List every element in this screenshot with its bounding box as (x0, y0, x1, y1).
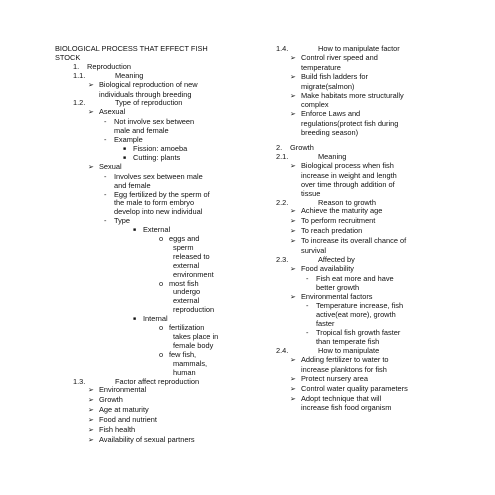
circle-item-continuation: human (173, 367, 196, 377)
square-item-text: Fission: amoeba (133, 143, 188, 153)
square-item-text: External (143, 225, 171, 235)
dash-item-text: Involves sex between male (114, 171, 203, 181)
arrow-bullet-icon: ➢ (88, 397, 94, 405)
square-item-text: Cutting: plants (133, 152, 181, 162)
list-item-text: Food and nutrient (99, 415, 157, 425)
arrow-bullet-icon: ➢ (290, 162, 296, 170)
section-title: Reproduction (87, 61, 131, 71)
circle-bullet-icon: o (159, 323, 164, 333)
subsection-title: Meaning (115, 70, 144, 80)
dash-bullet-icon: - (104, 135, 107, 145)
list-item-text: Make habitats more structurally (301, 90, 404, 100)
dash-bullet-icon: - (104, 171, 107, 181)
list-item-text: Age at maturity (99, 405, 149, 415)
arrow-bullet-icon: ➢ (88, 387, 94, 395)
list-item-text: Enforce Laws and (301, 109, 361, 119)
arrow-bullet-icon: ➢ (290, 73, 296, 81)
arrow-bullet-icon: ➢ (290, 54, 296, 62)
list-item-continuation: complex (301, 100, 329, 110)
circle-item-text: most fish (169, 278, 199, 288)
square-bullet-icon: ■ (123, 154, 127, 161)
circle-item-continuation: takes place in (173, 332, 219, 341)
square-item (55, 226, 255, 235)
circle-item-text: eggs and (169, 234, 200, 244)
dash-item-continuation: and female (114, 180, 151, 190)
circle-item-continuation: reproduction (173, 305, 215, 315)
dash-item (276, 275, 476, 284)
dash-item-text: Example (114, 135, 143, 145)
arrow-bullet-icon: ➢ (290, 218, 296, 226)
dash-item-continuation: develop into new individual (114, 207, 203, 217)
list-item-continuation: tissue (301, 188, 321, 198)
subsection-number: 1.2. (73, 98, 86, 108)
arrow-bullet-icon: ➢ (88, 427, 94, 435)
dash-item-text: Egg fertilized by the sperm of (114, 189, 210, 199)
list-item-text: Environmental factors (301, 291, 373, 301)
arrow-bullet-icon: ➢ (290, 265, 296, 273)
list-item-continuation: regulations(protect fish during (301, 119, 399, 129)
dash-item-continuation: active(eat more), growth (316, 310, 396, 320)
list-item (55, 416, 255, 426)
subsection-title: Reason to growth (318, 197, 376, 207)
circle-item-continuation: undergo (173, 287, 201, 297)
list-item-text: Control water quality parameters (301, 383, 408, 393)
arrow-bullet-icon: ➢ (88, 417, 94, 425)
list-item-continuation: temperature (301, 62, 341, 72)
circle-item-continuation: external (173, 260, 200, 270)
dash-item-continuation: than temperate fish (316, 337, 380, 347)
arrow-bullet-icon: ➢ (290, 385, 296, 393)
subsection-title: Affected by (318, 254, 355, 264)
list-item-text: Environmental (99, 385, 147, 395)
dash-item-continuation: faster (316, 319, 335, 329)
list-item-text: To reach predation (301, 226, 363, 236)
list-item-text: Asexual (99, 107, 126, 117)
list-item-text: To perform recruitment (301, 216, 376, 226)
subsection-1-3-heading (55, 378, 255, 387)
arrow-bullet-icon: ➢ (290, 208, 296, 216)
list-item-text: Control river speed and (301, 52, 378, 62)
section-title: Growth (290, 143, 314, 153)
list-item-continuation: over time through addition of (301, 179, 395, 189)
list-item-text: Fish health (99, 425, 136, 435)
list-item-continuation: breeding season) (301, 128, 359, 138)
dash-bullet-icon: - (306, 301, 309, 311)
subsection-number: 2.1. (276, 151, 289, 161)
circle-item-continuation: environment (173, 269, 214, 279)
subsection-title: Meaning (318, 151, 347, 161)
subsection-title: How to manipulate (318, 346, 380, 355)
list-item-continuation: survival (301, 246, 327, 256)
subsection-1-2-heading (55, 99, 255, 108)
dash-bullet-icon: - (104, 117, 107, 127)
subsection-title: How to manipulate factor (318, 44, 400, 53)
subsection-number: 1.3. (73, 376, 86, 386)
arrow-bullet-icon: ➢ (290, 228, 296, 236)
list-item-continuation: increase fish food organism (301, 403, 392, 413)
dash-item-continuation: male and female (114, 126, 169, 136)
doc-title-line2: STOCK (55, 52, 81, 62)
list-item-text: Biological process when fish (301, 160, 394, 170)
list-item-continuation: migrate(salmon) (301, 81, 355, 91)
circle-bullet-icon: o (159, 278, 164, 288)
square-bullet-icon: ■ (133, 227, 137, 234)
doc-title: BIOLOGICAL PROCESS THAT EFFECT FISH (55, 44, 208, 53)
list-item-text: Sexual (99, 161, 122, 171)
list-item-text: Growth (99, 395, 123, 405)
arrow-bullet-icon: ➢ (88, 81, 94, 89)
circle-item-continuation: released to (173, 251, 210, 261)
circle-item-text: few fish, (169, 349, 197, 359)
list-item-text: To increase its overall chance of (301, 236, 407, 246)
square-item-text: Internal (143, 314, 168, 324)
subsection-title: Factor affect reproduction (115, 376, 200, 386)
dash-item-continuation: better growth (316, 282, 360, 292)
arrow-bullet-icon: ➢ (290, 111, 296, 119)
left-column (55, 45, 255, 446)
circle-item-continuation: external (173, 296, 200, 306)
arrow-bullet-icon: ➢ (88, 109, 94, 117)
arrow-bullet-icon: ➢ (290, 238, 296, 246)
list-item-text: Food availability (301, 263, 354, 273)
circle-bullet-icon: o (159, 234, 164, 244)
section-number: 2. (276, 143, 283, 153)
dash-bullet-icon: - (104, 216, 107, 226)
circle-item (55, 235, 255, 244)
list-item-text: Adding fertilizer to water to (301, 354, 389, 364)
circle-item-text: fertilization (169, 323, 205, 333)
right-column (276, 45, 476, 413)
dash-item-text: Type (114, 216, 131, 226)
list-item-continuation: increase planktons for fish (301, 364, 387, 374)
subsection-number: 2.2. (276, 197, 289, 207)
arrow-bullet-icon: ➢ (290, 395, 296, 403)
section-1-heading (55, 63, 255, 72)
subsection-number: 1.1. (73, 70, 86, 80)
list-item-text: Adopt technique that will (301, 393, 382, 403)
dash-item-text: Fish eat more and have (316, 273, 394, 283)
list-item-text: Achieve the maturity age (301, 206, 383, 216)
dash-bullet-icon: - (306, 328, 309, 338)
arrow-bullet-icon: ➢ (88, 163, 94, 171)
list-item (55, 386, 255, 396)
dash-bullet-icon: - (306, 273, 309, 283)
section-number: 1. (73, 61, 80, 71)
list-item-text: Biological reproduction of new (99, 79, 198, 89)
square-item (55, 154, 255, 163)
square-bullet-icon: ■ (133, 316, 137, 323)
list-item (55, 396, 255, 406)
dash-item (55, 173, 255, 182)
subsection-number: 2.4. (276, 346, 289, 355)
dash-bullet-icon: - (104, 189, 107, 199)
list-item-text: Build fish ladders for (301, 71, 368, 81)
square-item (55, 315, 255, 324)
section-2-heading (276, 144, 476, 153)
list-item-text: Protect nursery area (301, 373, 368, 383)
dash-item-text: Not involve sex between (114, 117, 195, 127)
dash-item-continuation: the male to form embryo (114, 198, 195, 208)
list-item-text: Availability of sexual partners (99, 434, 195, 444)
circle-item-continuation: mammals, (173, 358, 208, 368)
arrow-bullet-icon: ➢ (290, 92, 296, 100)
circle-item-continuation: sperm (173, 242, 194, 252)
arrow-bullet-icon: ➢ (290, 375, 296, 383)
circle-item (55, 280, 255, 289)
arrow-bullet-icon: ➢ (290, 293, 296, 301)
circle-bullet-icon: o (159, 349, 164, 359)
circle-item (55, 324, 255, 333)
list-item-continuation: increase in weight and length (301, 170, 397, 180)
circle-item (55, 351, 255, 360)
list-item-continuation: individuals through breeding (99, 89, 192, 99)
subsection-number: 2.3. (276, 254, 289, 264)
arrow-bullet-icon: ➢ (88, 407, 94, 415)
dash-item-text: Temperature increase, fish (316, 301, 404, 311)
subsection-title: Type of reproduction (115, 98, 183, 108)
arrow-bullet-icon: ➢ (290, 356, 296, 364)
arrow-bullet-icon: ➢ (88, 436, 94, 444)
list-item (55, 436, 255, 446)
subsection-number: 1.4. (276, 44, 289, 53)
dash-item-text: Tropical fish growth faster (316, 328, 401, 338)
circle-item-continuation: female body (173, 340, 214, 350)
square-bullet-icon: ■ (123, 145, 127, 152)
